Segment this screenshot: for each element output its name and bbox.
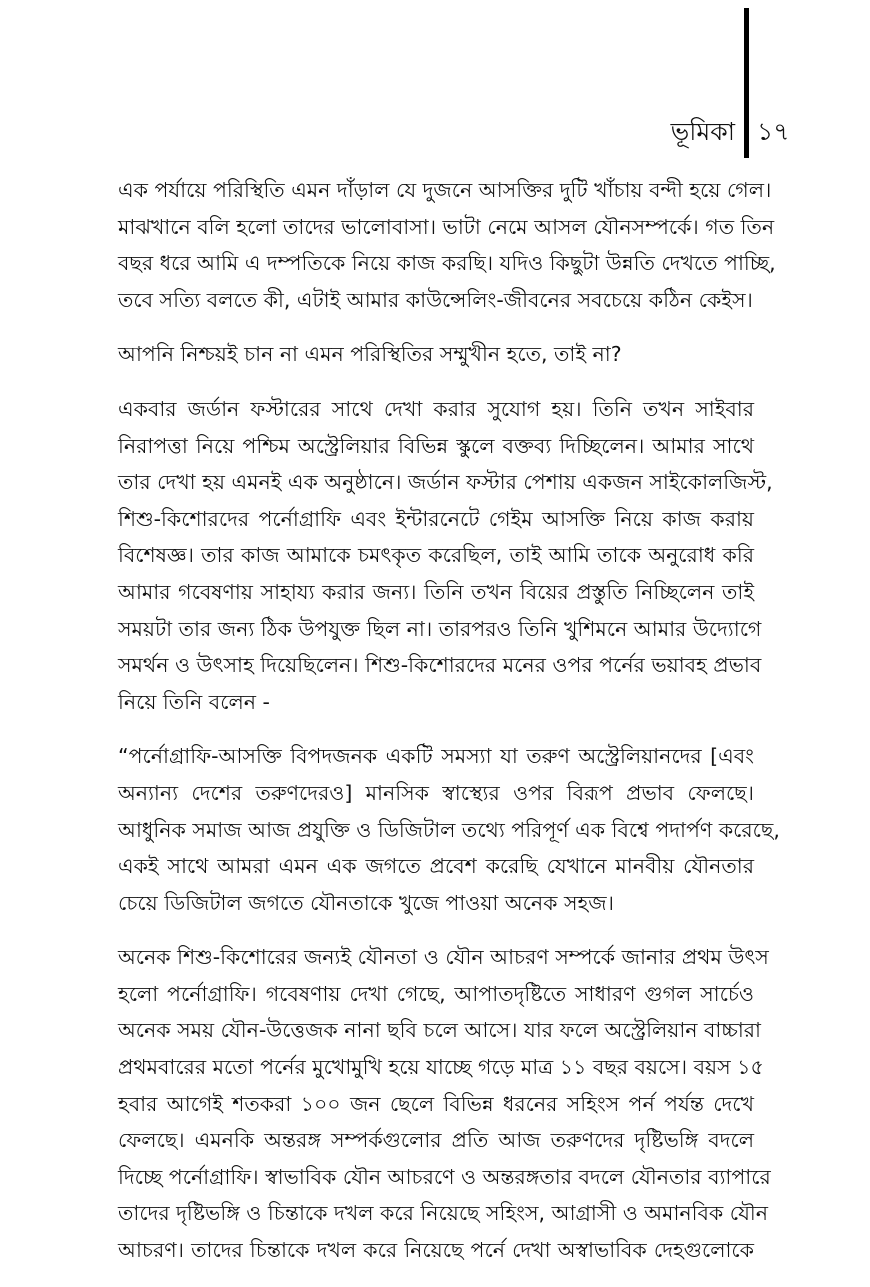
text-line: তাদের দৃষ্টিভঙ্গি ও চিন্তাকে দখল করে নিয়েছে সহিংস, আগ্রাসী ও অমানবিক যৌন	[118, 1201, 768, 1226]
text-line: একবার জর্ডান ফস্টারের সাথে দেখা করার সুযোগ হয়। তিনি তখন সাইবার	[118, 396, 754, 421]
text-line: অন্যান্য দেশের তরুণদেরও] মানসিক স্বাস্থ্যের ওপর বিরূপ প্রভাব ফেলছে।	[118, 780, 754, 805]
text-line: অনেক সময় যৌন-উত্তেজক নানা ছবি চলে আসে। যার ফলে অস্ট্রেলিয়ান বাচ্চারা	[118, 1018, 761, 1043]
text-line: তবে সত্যি বলতে কী, এটাই আমার কাউন্সেলিং-জীবনের সবচেয়ে কঠিন কেইস।	[118, 287, 753, 312]
text-line: বিশেষজ্ঞ। তার কাজ আমাকে চমৎকৃত করেছিল, তাই আমি তাকে অনুরোধ করি	[118, 543, 754, 568]
text-line: “পর্নোগ্রাফি-আসক্তি বিপদজনক একটি সমস্যা যা তরুণ অস্ট্রেলিয়ানদের [এবং	[118, 744, 754, 769]
text-line: আমার গবেষণায় সাহায্য করার জন্য। তিনি তখন বিয়ের প্রস্তুতি নিচ্ছিলেন তাই	[118, 579, 754, 604]
text-line: সময়টা তার জন্য ঠিক উপযুক্ত ছিল না। তারপরও তিনি খুশিমনে আমার উদ্যোগে	[118, 616, 762, 641]
body-text	[118, 172, 780, 1287]
text-line: একই সাথে আমরা এমন এক জগতে প্রবেশ করেছি যেখানে মানবীয় যৌনতার	[118, 854, 754, 879]
text-line: হলো পর্নোগ্রাফি। গবেষণায় দেখা গেছে, আপাতদৃষ্টিতে সাধারণ গুগল সার্চেও	[118, 981, 754, 1006]
text-line: সমর্থন ও উৎসাহ দিয়েছিলেন। শিশু-কিশোরদের মনের ওপর পর্নের ভয়াবহ প্রভাব	[118, 653, 762, 678]
text-line: অনেক শিশু-কিশোরের জন্যই যৌনতা ও যৌন আচরণ সম্পর্কে জানার প্রথম উৎস	[118, 945, 769, 970]
text-line: আপনি নিশ্চয়ই চান না এমন পরিস্থিতির সম্মুখীন হতে, তাই না?	[118, 342, 622, 367]
text-line: আধুনিক সমাজ আজ প্রযুক্তি ও ডিজিটাল তথ্যে পরিপূর্ণ এক বিশ্বে পদার্পণ করেছে,	[118, 817, 780, 842]
text-line: দিচ্ছে পর্নোগ্রাফি। স্বাভাবিক যৌন আচরণে ও অন্তরঙ্গতার বদলে যৌনতার ব্যাপারে	[118, 1164, 771, 1189]
paragraph	[118, 939, 771, 1268]
text-line: এক পর্যায়ে পরিস্থিতি এমন দাঁড়াল যে দুজনে আসক্তির দুটি খাঁচায় বন্দী হয়ে গেল।	[118, 178, 772, 202]
paragraph	[118, 738, 780, 921]
header-vertical-rule	[744, 8, 749, 158]
page-number: ১৭	[757, 117, 790, 146]
paragraph	[118, 336, 754, 373]
chapter-title: ভূমিকা	[670, 117, 735, 146]
paragraph	[118, 172, 776, 318]
text-line: হবার আগেই শতকরা ১০০ জন ছেলে বিভিন্ন ধরনের সহিংস পর্ন পর্যন্ত দেখে	[118, 1091, 754, 1116]
text-line: আচরণ। তাদের চিন্তাকে দখল করে নিয়েছে পর্নে দেখা অস্বাভাবিক দেহগুলোকে	[118, 1238, 754, 1263]
text-line: তার দেখা হয় এমনই এক অনুষ্ঠানে। জর্ডান ফস্টার পেশায় একজন সাইকোলজিস্ট,	[118, 470, 773, 495]
paragraph	[118, 391, 773, 720]
text-line: নিরাপত্তা নিয়ে পশ্চিম অস্ট্রেলিয়ার বিভিন্ন স্কুলে বক্তব্য দিচ্ছিলেন। আমার সাথে	[118, 433, 754, 458]
text-line: চেয়ে ডিজিটাল জগতে যৌনতাকে খুজে পাওয়া অনেক সহজ।	[118, 890, 614, 915]
text-line: বছর ধরে আমি এ দম্পতিকে নিয়ে কাজ করছি। যদিও কিছুটা উন্নতি দেখতে পাচ্ছি,	[118, 251, 776, 276]
text-line: শিশু-কিশোরদের পর্নোগ্রাফি এবং ইন্টারনেটে গেইম আসক্তি নিয়ে কাজ করায়	[118, 506, 754, 531]
text-line: ফেলছে। এমনকি অন্তরঙ্গ সম্পর্কগুলোর প্রতি আজ তরুণদের দৃষ্টিভঙ্গি বদলে	[118, 1128, 754, 1153]
text-line: মাঝখানে বলি হলো তাদের ভালোবাসা। ভাটা নেমে আসল যৌনসম্পর্কে। গত তিন	[118, 214, 775, 239]
text-line: নিয়ে তিনি বলেন -	[118, 689, 270, 714]
text-line: প্রথমবারের মতো পর্নের মুখোমুখি হয়ে যাচ্ছে গড়ে মাত্র ১১ বছর বয়সে। বয়স ১৫	[118, 1055, 764, 1080]
